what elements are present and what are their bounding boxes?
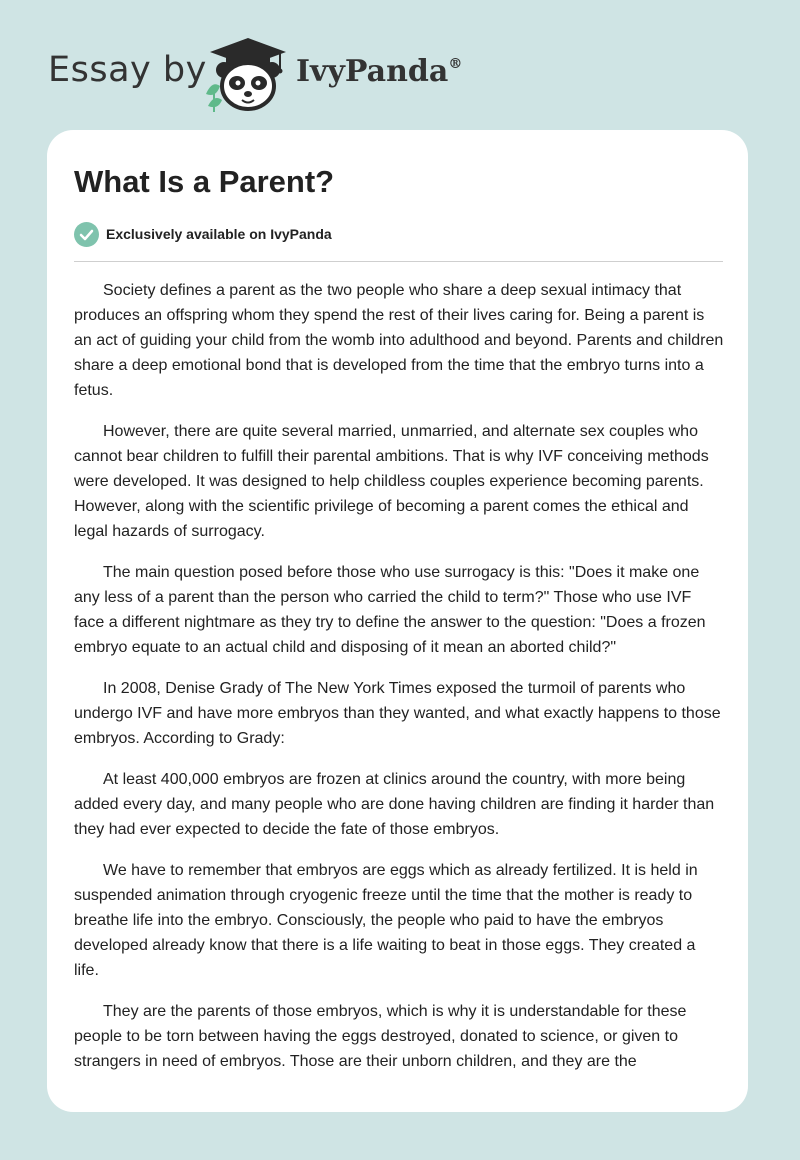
exclusive-badge-text: Exclusively available on IvyPanda — [106, 226, 332, 242]
page-title: What Is a Parent? — [74, 164, 335, 199]
brand-name[interactable]: IvyPanda® — [296, 54, 463, 89]
site-header — [48, 34, 508, 114]
paragraph: The main question posed before those who use surrogacy is this: "Does it make one any less of a parent than the person who carried the child to term?" Those who use IVF face a different nightmare as they try to define the answer to the question: "Does a frozen embryo equate to an actual child and disposing of it mean an aborted child?" — [74, 564, 706, 656]
essay-card — [47, 130, 748, 1112]
paragraph: In 2008, Denise Grady of The New York Times exposed the turmoil of parents who undergo IVF and have more embryos than they wanted, and what exactly happens to those embryos. According to Grady: — [74, 680, 721, 747]
exclusive-badge — [74, 221, 332, 247]
panda-graduation-cap-icon[interactable] — [202, 36, 292, 112]
essay-by-label: Essay by — [48, 50, 207, 90]
check-circle-icon — [74, 222, 99, 247]
paragraph: They are the parents of those embryos, which is why it is understandable for these people to be torn between having the eggs destroyed, donated to science, or given to strangers in need of embryos. Those are their unborn children, and they are the — [74, 1003, 687, 1070]
paragraph: Society defines a parent as the two people who share a deep sexual intimacy that produces an offspring whom they spend the rest of their lives caring for. Being a parent is an act of guiding your child from the womb into adulthood and beyond. Parents and children share a deep emotional bond that is developed from the time that the embryo turns into a fetus. — [74, 282, 724, 399]
essay-body — [74, 278, 724, 1090]
trademark-symbol: ® — [448, 56, 463, 72]
paragraph: We have to remember that embryos are eggs which as already fertilized. It is held in suspended animation through cryogenic freeze until the time that the mother is ready to breathe life into the embryo. Consciously, the people who paid to have the embryos developed already know that there is a life waiting to beat in those eggs. They created a life. — [74, 862, 698, 979]
paragraph: At least 400,000 embryos are frozen at clinics around the country, with more being added every day, and many people who are done having children are finding it harder than they had ever expected to decide the fate of those embryos. — [74, 771, 715, 838]
divider — [74, 261, 723, 262]
paragraph: However, there are quite several married, unmarried, and alternate sex couples who cannot bear children to fulfill their parental ambitions. That is why IVF conceiving methods were developed. It was designed to help childless couples experience becoming parents. However, along with the scientific privilege of becoming a parent comes the ethical and legal hazards of surrogacy. — [74, 423, 709, 540]
